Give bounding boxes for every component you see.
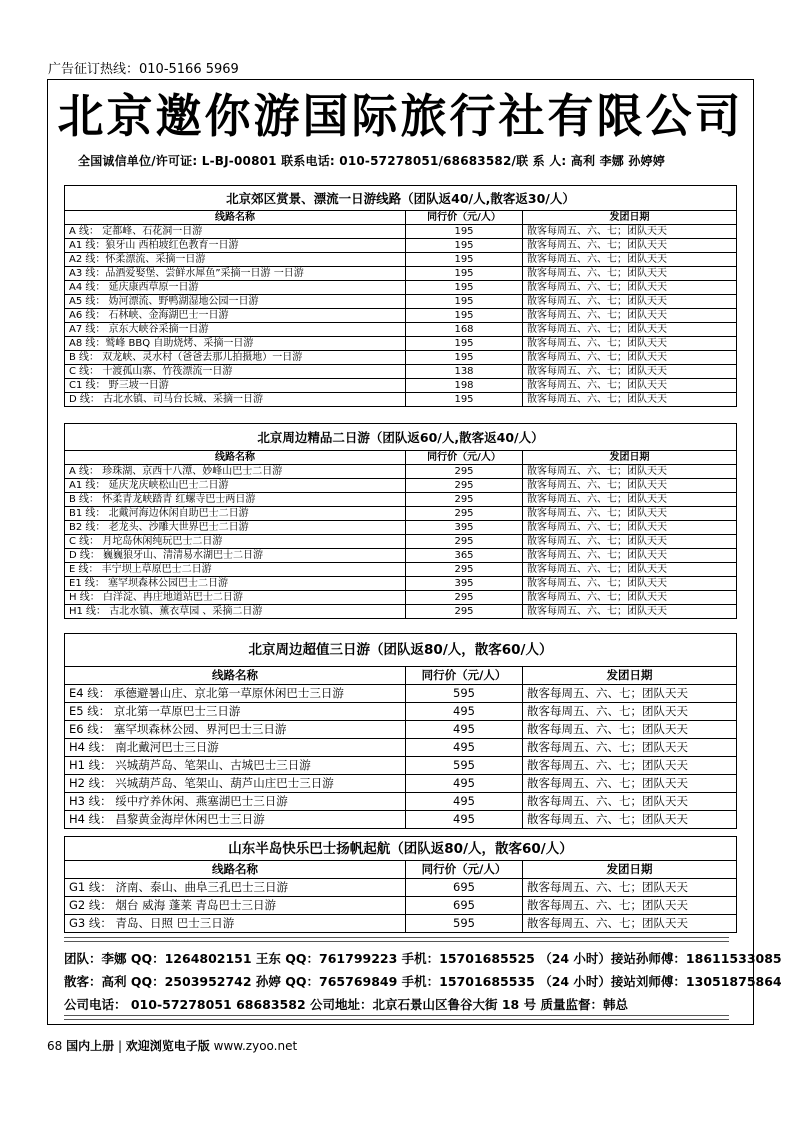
route-price: 195 — [406, 281, 523, 295]
table-row — [65, 239, 736, 253]
table-row — [65, 493, 736, 507]
departure-date: 散客每周五、六、七；团队天天 — [523, 521, 737, 535]
route-table — [65, 211, 736, 406]
route-price: 495 — [406, 721, 523, 739]
departure-date: 散客每周五、六、七；团队天天 — [523, 465, 737, 479]
departure-date: 散客每周五、六、七；团队天天 — [523, 775, 737, 793]
table-row — [65, 879, 736, 897]
route-price: 138 — [406, 365, 523, 379]
departure-date: 散客每周五、六、七；团队天天 — [523, 811, 737, 829]
departure-date: 散客每周五、六、七；团队天天 — [523, 239, 737, 253]
route-price: 195 — [406, 253, 523, 267]
route-price: 695 — [406, 897, 523, 915]
route-price: 295 — [406, 507, 523, 521]
route-price: 495 — [406, 703, 523, 721]
route-price: 495 — [406, 739, 523, 757]
route-name: C1 线： 野三坡一日游 — [65, 379, 406, 393]
route-price: 168 — [406, 323, 523, 337]
company-name: 北京邀你游国际旅行社有限公司 — [57, 89, 744, 143]
route-name: H4 线： 昌黎黄金海岸休闲巴士三日游 — [65, 811, 406, 829]
header-route: 线路名称 — [215, 212, 255, 223]
footer-section: 国内上册 — [66, 1039, 115, 1053]
table-row — [65, 605, 736, 619]
departure-date: 散客每周五、六、七；团队天天 — [523, 309, 737, 323]
route-name: H2 线： 兴城葫芦岛、笔架山、葫芦山庄巴士三日游 — [65, 775, 406, 793]
route-name: A3 线：品酒爱娶堡、尝鲜水犀鱼”采摘一日游 一日游 — [65, 267, 406, 281]
departure-date: 散客每周五、六、七；团队天天 — [523, 577, 737, 591]
route-price: 395 — [406, 521, 523, 535]
footer-slogan: 欢迎浏览电子版 — [125, 1039, 210, 1053]
route-price: 595 — [406, 915, 523, 933]
route-name: H 线： 白洋淀、冉庄地道站巴士二日游 — [65, 591, 406, 605]
section-one-day — [64, 185, 737, 407]
route-price: 295 — [406, 591, 523, 605]
table-row — [65, 563, 736, 577]
departure-date: 散客每周五、六、七；团队天天 — [523, 281, 737, 295]
route-name: G3 线： 青岛、日照 巴士三日游 — [65, 915, 406, 933]
route-name: G2 线： 烟台 威海 蓬莱 青岛巴士三日游 — [65, 897, 406, 915]
route-name: E4 线： 承德避暑山庄、京北第一草原休闲巴士三日游 — [65, 685, 406, 703]
route-price: 295 — [406, 465, 523, 479]
header-price: 同行价（元/人） — [406, 211, 523, 225]
contact-individual: 散客：高利 QQ：2503952742 孙婷 QQ：765769849 手机：15701685535 （24 小时）接站刘师傅：13051875864 — [64, 974, 782, 989]
departure-date: 散客每周五、六、七；团队天天 — [523, 591, 737, 605]
route-name: B 线： 怀柔青龙峡踏青 红螺寺巴士两日游 — [65, 493, 406, 507]
table-row — [65, 337, 736, 351]
route-name: B 线： 双龙峡、灵水村（爸爸去那儿拍摄地）一日游 — [65, 351, 406, 365]
header-price: 同行价（元/人） — [406, 861, 523, 879]
route-name: H3 线： 绥中疗养休闲、燕塞湖巴士三日游 — [65, 793, 406, 811]
departure-date: 散客每周五、六、七；团队天天 — [523, 507, 737, 521]
departure-date: 散客每周五、六、七；团队天天 — [523, 267, 737, 281]
header-route: 线路名称 — [215, 452, 255, 463]
route-price: 195 — [406, 337, 523, 351]
departure-date: 散客每周五、六、七；团队天天 — [523, 337, 737, 351]
table-row — [65, 549, 736, 563]
section-title: 北京周边精品二日游（团队返60/人,散客返40/人） — [65, 424, 736, 451]
table-row — [65, 479, 736, 493]
route-name: A1 线： 延庆龙庆峡松山巴士二日游 — [65, 479, 406, 493]
table-row — [65, 281, 736, 295]
departure-date: 散客每周五、六、七；团队天天 — [523, 757, 737, 775]
departure-date: 散客每周五、六、七；团队天天 — [523, 739, 737, 757]
departure-date: 散客每周五、六、七；团队天天 — [523, 393, 737, 407]
route-table — [65, 667, 736, 828]
table-row — [65, 577, 736, 591]
route-name: A7 线： 京东大峡谷采摘一日游 — [65, 323, 406, 337]
license-line: 全国诚信单位/许可证: L-BJ-00801 联系电话: 010-57278051/68683582/联 系 人: 高利 李娜 孙婷婷 — [78, 154, 665, 168]
route-price: 365 — [406, 549, 523, 563]
table-row — [65, 897, 736, 915]
route-price: 195 — [406, 295, 523, 309]
header-route: 线路名称 — [212, 668, 258, 682]
table-header-row — [65, 861, 736, 879]
table-row — [65, 225, 736, 239]
section-three-day — [64, 633, 737, 829]
table-row — [65, 253, 736, 267]
departure-date: 散客每周五、六、七；团队天天 — [523, 225, 737, 239]
route-name: A 线： 定都峰、石花洞一日游 — [65, 225, 406, 239]
section-two-day — [64, 423, 737, 619]
table-row — [65, 295, 736, 309]
route-name: A4 线： 延庆康西草原一日游 — [65, 281, 406, 295]
table-row — [65, 793, 736, 811]
table-row — [65, 465, 736, 479]
route-price: 295 — [406, 605, 523, 619]
route-name: G1 线： 济南、泰山、曲阜三孔巴士三日游 — [65, 879, 406, 897]
departure-date: 散客每周五、六、七；团队天天 — [523, 479, 737, 493]
route-price: 495 — [406, 793, 523, 811]
table-row — [65, 535, 736, 549]
header-date: 发团日期 — [523, 667, 737, 685]
page-number: 68 — [47, 1039, 63, 1053]
departure-date: 散客每周五、六、七；团队天天 — [523, 253, 737, 267]
departure-date: 散客每周五、六、七；团队天天 — [523, 685, 737, 703]
route-name: A 线： 珍珠湖、京西十八潭、妙峰山巴士二日游 — [65, 465, 406, 479]
route-name: E 线： 丰宁坝上草原巴士二日游 — [65, 563, 406, 577]
table-row — [65, 507, 736, 521]
route-price: 195 — [406, 351, 523, 365]
table-row — [65, 811, 736, 829]
route-name: H4 线： 南北戴河巴士三日游 — [65, 739, 406, 757]
route-name: B1 线： 北戴河海边休闲自助巴士二日游 — [65, 507, 406, 521]
route-name: A1 线：狼牙山 西柏坡红色教育一日游 — [65, 239, 406, 253]
table-row — [65, 393, 736, 407]
table-header-row — [65, 667, 736, 685]
route-name: H1 线： 兴城葫芦岛、笔架山、古城巴士三日游 — [65, 757, 406, 775]
route-name: E6 线： 塞罕坝森林公园、界河巴士三日游 — [65, 721, 406, 739]
departure-date: 散客每周五、六、七；团队天天 — [523, 493, 737, 507]
header-date: 发团日期 — [523, 861, 737, 879]
section-title: 北京周边超值三日游（团队返80/人，散客60/人） — [65, 634, 736, 667]
route-price: 195 — [406, 309, 523, 323]
route-name: E5 线： 京北第一草原巴士三日游 — [65, 703, 406, 721]
route-table — [65, 451, 736, 618]
route-name: A5 线： 妫河漂流、野鸭湖湿地公园一日游 — [65, 295, 406, 309]
header-route: 线路名称 — [212, 862, 258, 876]
departure-date: 散客每周五、六、七；团队天天 — [523, 879, 737, 897]
departure-date: 散客每周五、六、七；团队天天 — [523, 703, 737, 721]
departure-date: 散客每周五、六、七；团队天天 — [523, 535, 737, 549]
departure-date: 散客每周五、六、七；团队天天 — [523, 915, 737, 933]
route-price: 495 — [406, 775, 523, 793]
contact-company: 公司电话： 010-57278051 68683582 公司地址：北京石景山区鲁谷大街 18 号 质量监督：韩总 — [64, 997, 628, 1012]
departure-date: 散客每周五、六、七；团队天天 — [523, 563, 737, 577]
section-shandong — [64, 836, 737, 933]
route-price: 395 — [406, 577, 523, 591]
departure-date: 散客每周五、六、七；团队天天 — [523, 351, 737, 365]
departure-date: 散客每周五、六、七；团队天天 — [523, 793, 737, 811]
table-header-row — [65, 451, 736, 465]
header-date: 发团日期 — [523, 451, 737, 465]
route-name: D 线： 古北水镇、司马台长城、采摘一日游 — [65, 393, 406, 407]
departure-date: 散客每周五、六、七；团队天天 — [523, 721, 737, 739]
table-row — [65, 521, 736, 535]
table-row — [65, 267, 736, 281]
route-name: D 线： 巍巍狼牙山、清清易水湖巴士二日游 — [65, 549, 406, 563]
contact-team: 团队：李娜 QQ：1264802151 王东 QQ：761799223 手机：15701685525 （24 小时）接站孙师傅：18611533085 — [64, 951, 782, 966]
route-name: C 线： 十渡孤山寨、竹筏漂流一日游 — [65, 365, 406, 379]
route-name: E1 线： 塞罕坝森林公园巴士二日游 — [65, 577, 406, 591]
route-table — [65, 861, 736, 932]
route-name: A2 线：怀柔漂流、采摘一日游 — [65, 253, 406, 267]
section-title: 北京郊区赏景、漂流一日游线路（团队返40/人,散客返30/人） — [65, 186, 736, 211]
table-row — [65, 365, 736, 379]
table-row — [65, 757, 736, 775]
table-row — [65, 775, 736, 793]
route-price: 295 — [406, 493, 523, 507]
route-name: B2 线： 老龙头、沙雕大世界巴士二日游 — [65, 521, 406, 535]
route-price: 695 — [406, 879, 523, 897]
departure-date: 散客每周五、六、七；团队天天 — [523, 379, 737, 393]
table-row — [65, 685, 736, 703]
header-date: 发团日期 — [523, 211, 737, 225]
departure-date: 散客每周五、六、七；团队天天 — [523, 549, 737, 563]
table-row — [65, 351, 736, 365]
route-price: 295 — [406, 563, 523, 577]
table-row — [65, 703, 736, 721]
departure-date: 散客每周五、六、七；团队天天 — [523, 605, 737, 619]
divider — [64, 1015, 729, 1020]
route-price: 195 — [406, 393, 523, 407]
table-row — [65, 915, 736, 933]
route-price: 595 — [406, 685, 523, 703]
table-header-row — [65, 211, 736, 225]
route-price: 195 — [406, 267, 523, 281]
table-row — [65, 721, 736, 739]
route-price: 295 — [406, 479, 523, 493]
route-price: 295 — [406, 535, 523, 549]
ad-hotline: 广告征订热线：010-5166 5969 — [48, 62, 239, 77]
route-price: 195 — [406, 225, 523, 239]
route-name: C 线： 月坨岛休闲纯玩巴士二日游 — [65, 535, 406, 549]
table-row — [65, 323, 736, 337]
route-price: 495 — [406, 811, 523, 829]
header-price: 同行价（元/人） — [406, 667, 523, 685]
route-name: A6 线： 石林峡、金海湖巴士一日游 — [65, 309, 406, 323]
departure-date: 散客每周五、六、七；团队天天 — [523, 897, 737, 915]
footer-site-link[interactable]: www.zyoo.net — [213, 1039, 298, 1053]
route-price: 195 — [406, 239, 523, 253]
divider — [64, 937, 729, 942]
route-name: A8 线：鹫峰 BBQ 自助烧烤、采摘一日游 — [65, 337, 406, 351]
section-title: 山东半岛快乐巴士扬帆起航（团队返80/人，散客60/人） — [65, 837, 736, 861]
departure-date: 散客每周五、六、七；团队天天 — [523, 365, 737, 379]
departure-date: 散客每周五、六、七；团队天天 — [523, 295, 737, 309]
route-price: 595 — [406, 757, 523, 775]
route-price: 198 — [406, 379, 523, 393]
route-name: H1 线： 古北水镇、薰衣草园 、采摘二日游 — [65, 605, 406, 619]
table-row — [65, 379, 736, 393]
departure-date: 散客每周五、六、七；团队天天 — [523, 323, 737, 337]
header-price: 同行价（元/人） — [406, 451, 523, 465]
page-footer: 68 国内上册 | 欢迎浏览电子版 www.zyoo.net — [47, 1039, 298, 1053]
table-row — [65, 739, 736, 757]
table-row — [65, 309, 736, 323]
table-row — [65, 591, 736, 605]
